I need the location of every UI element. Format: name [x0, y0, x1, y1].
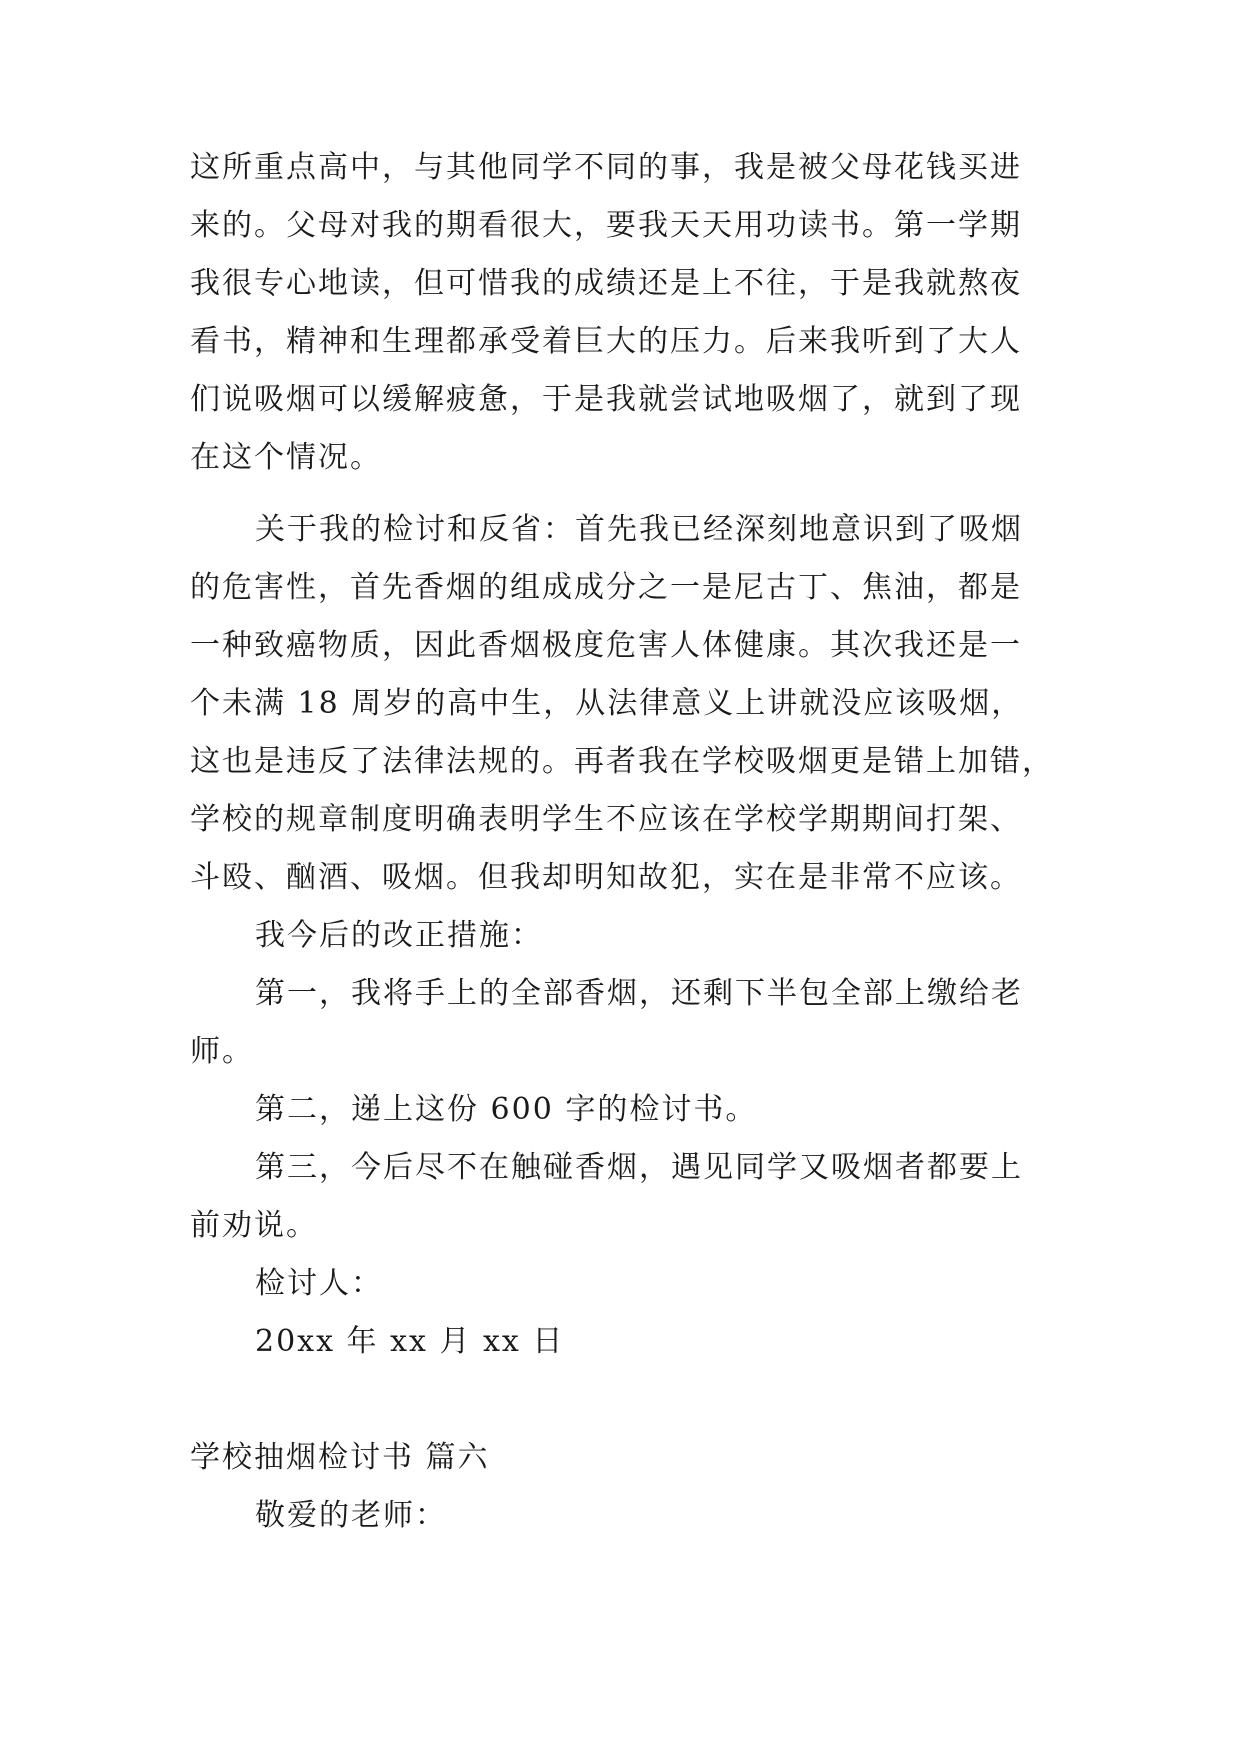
paragraph-line: 前劝说。 — [190, 1208, 318, 1243]
paragraph-line: 的危害性，首先香烟的组成成分之一是尼古丁、焦油，都是 — [190, 570, 1022, 605]
paragraph-line: 这所重点高中，与其他同学不同的事，我是被父母花钱买进 — [190, 150, 1022, 185]
paragraph-line: 关于我的检讨和反省：首先我已经深刻地意识到了吸烟 — [255, 512, 1023, 547]
paragraph-line: 斗殴、酗酒、吸烟。但我却明知故犯，实在是非常不应该。 — [190, 860, 1022, 895]
signature-label: 检讨人： — [255, 1266, 383, 1301]
paragraph-line: 学校的规章制度明确表明学生不应该在学校学期期间打架、 — [190, 802, 1022, 837]
paragraph-line: 第三，今后尽不在触碰香烟，遇见同学又吸烟者都要上 — [255, 1150, 1023, 1185]
paragraph-line: 看书，精神和生理都承受着巨大的压力。后来我听到了大人 — [190, 324, 1022, 359]
paragraph-line: 我很专心地读，但可惜我的成绩还是上不往，于是我就熬夜 — [190, 266, 1022, 301]
paragraph-line: 来的。父母对我的期看很大，要我天天用功读书。第一学期 — [190, 208, 1022, 243]
date-line: 20xx 年 xx 月 xx 日 — [255, 1324, 565, 1359]
salutation: 敬爱的老师： — [255, 1498, 447, 1533]
section-heading: 学校抽烟检讨书 篇六 — [190, 1440, 490, 1475]
paragraph-line: 这也是违反了法律法规的。再者我在学校吸烟更是错上加错， — [190, 744, 1054, 779]
paragraph-line: 个未满 18 周岁的高中生，从法律意义上讲就没应该吸烟， — [190, 686, 1024, 721]
paragraph-line: 一种致癌物质，因此香烟极度危害人体健康。其次我还是一 — [190, 628, 1022, 663]
paragraph-line: 第二，递上这份 600 字的检讨书。 — [255, 1092, 758, 1127]
paragraph-line: 我今后的改正措施： — [255, 918, 543, 953]
paragraph-line: 第一，我将手上的全部香烟，还剩下半包全部上缴给老 — [255, 976, 1023, 1011]
paragraph-line: 在这个情况。 — [190, 440, 382, 475]
paragraph-line: 师。 — [190, 1034, 254, 1069]
paragraph-line: 们说吸烟可以缓解疲惫，于是我就尝试地吸烟了，就到了现 — [190, 382, 1022, 417]
